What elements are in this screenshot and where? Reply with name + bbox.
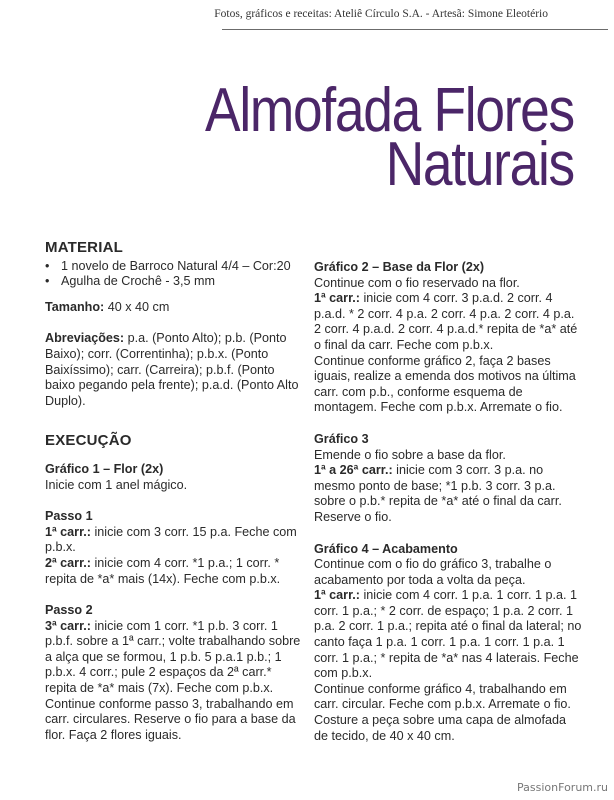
material-heading: MATERIAL: [45, 239, 123, 256]
grafico-2-title: Gráfico 2 – Base da Flor (2x): [314, 260, 485, 274]
left-column: [45, 240, 301, 743]
bullet-icon: •: [45, 258, 50, 273]
right-column: [314, 240, 582, 744]
list-item: • 1 novelo de Barroco Natural 4/4 – Cor:20: [45, 258, 291, 273]
title-line-2: Naturais: [385, 130, 574, 199]
watermark: PassionForum.ru: [517, 781, 608, 794]
grafico-4-tail-2: Costure a peça sobre uma capa de almofada de tecido, de 40 x 40 cm.: [314, 713, 567, 743]
grafico-2-intro: Continue com o fio reservado na flor.: [314, 275, 520, 290]
execucao-heading: EXECUÇÃO: [45, 432, 132, 450]
passo-1-title: Passo 1: [45, 509, 93, 524]
passo-1-row-1: 1ª carr.: inicie com 3 corr. 15 p.a. Feche com p.b.x.: [45, 524, 297, 555]
grafico-4-intro: Continue com o fio do gráfico 3, trabalhe o acabamento por toda a volta da peça.: [314, 557, 552, 587]
abbreviations-paragraph: Abreviações: p.a. (Ponto Alto); p.b. (Ponto Baixo); corr. (Correntinha); p.b.x. (Ponto Baixíssimo); carr. (Carreira); p.b.f. (Ponto baixo pegando pela frente); p.a.d. (Ponto Alto Duplo).: [45, 331, 299, 408]
grafico-4-row-1: 1ª carr.: inicie com 4 corr. 1 p.a. 1 corr. 1 p.a. 1 corr. 1 p.a.; * 2 corr. de espaço; 1 p.a. 2 corr. 1 p.a. 2 corr. 1 p.a.; repita até o final da lateral; no canto faça 1 p.a. 1 corr. 1 p.a. 1 corr. 1 p.a. 1 corr. 1 p.a.; * repita de *a* nas 4 laterais. Feche com p.b.x.: [314, 588, 582, 681]
page-header: [0, 6, 608, 46]
bullet-icon: •: [45, 274, 50, 289]
header-rule: [222, 29, 608, 30]
grafico-2-tail: Continue conforme gráfico 2, faça 2 bases iguais, realize a emenda dos motivos na última carr. com p.b., conforme esquema de montagem. Feche com p.b.x. Arremate o fio.: [314, 353, 576, 415]
material-list: [45, 259, 301, 290]
size-paragraph: Tamanho: 40 x 40 cm: [45, 299, 170, 314]
grafico-3-rows: 1ª a 26ª carr.: inicie com 3 corr. 3 p.a. no mesmo ponto de base; *1 p.b. 3 corr. 3 p.a. sobre o p.b.* repita de *a* até o final da carr. Reserve o fio.: [314, 463, 562, 524]
passo-2-title: Passo 2: [45, 603, 93, 618]
grafico-2-row-1: 1ª carr.: inicie com 4 corr. 3 p.a.d. 2 corr. 4 p.a.d. * 2 corr. 4 p.a. 2 corr. 4 p.a. 2 corr. 4 p.a. 2 corr. 4 p.a.d. 2 corr. 4 p.a.d.* repita de *a* até o final da carr. Feche com p.b.x.: [314, 291, 578, 352]
page-title: [205, 76, 574, 199]
grafico-3-title: Gráfico 3: [314, 431, 369, 446]
grafico-4-title: Gráfico 4 – Acabamento: [314, 541, 458, 556]
passo-2-tail: Continue conforme passo 3, trabalhando em carr. circulares. Reserve o fio para a base da flor. Faça 2 flores iguais.: [45, 696, 296, 742]
list-item: • Agulha de Crochê - 3,5 mm: [45, 274, 215, 289]
grafico-1-text: Inicie com 1 anel mágico.: [45, 477, 188, 492]
credits-line: Fotos, gráficos e receitas: Ateliê Círculo S.A. - Artesã: Simone Eleotério: [214, 8, 548, 20]
passo-1-row-2: 2ª carr.: inicie com 4 corr. *1 p.a.; 1 corr. * repita de *a* mais (14x). Feche com p.b.x.: [45, 555, 281, 586]
grafico-1-title: Gráfico 1 – Flor (2x): [45, 461, 164, 476]
title-line-1: Almofada Flores: [205, 76, 574, 145]
grafico-4-tail-1: Continue conforme gráfico 4, trabalhando em carr. circular. Feche com p.b.x. Arremate o fio.: [314, 681, 571, 712]
passo-2-row-3: 3ª carr.: inicie com 1 corr. *1 p.b. 3 corr. 1 p.b.f. sobre a 1ª carr.; volte trabalhando sobre a alça que se formou, 1 p.b. 5 p.a.1 p.b.; 1 p.b.x. 4 corr.; pule 2 espaços da 2ª carr.* repita de *a* mais (7x). Feche com p.b.x.: [45, 618, 301, 696]
grafico-3-intro: Emende o fio sobre a base da flor.: [314, 447, 506, 462]
